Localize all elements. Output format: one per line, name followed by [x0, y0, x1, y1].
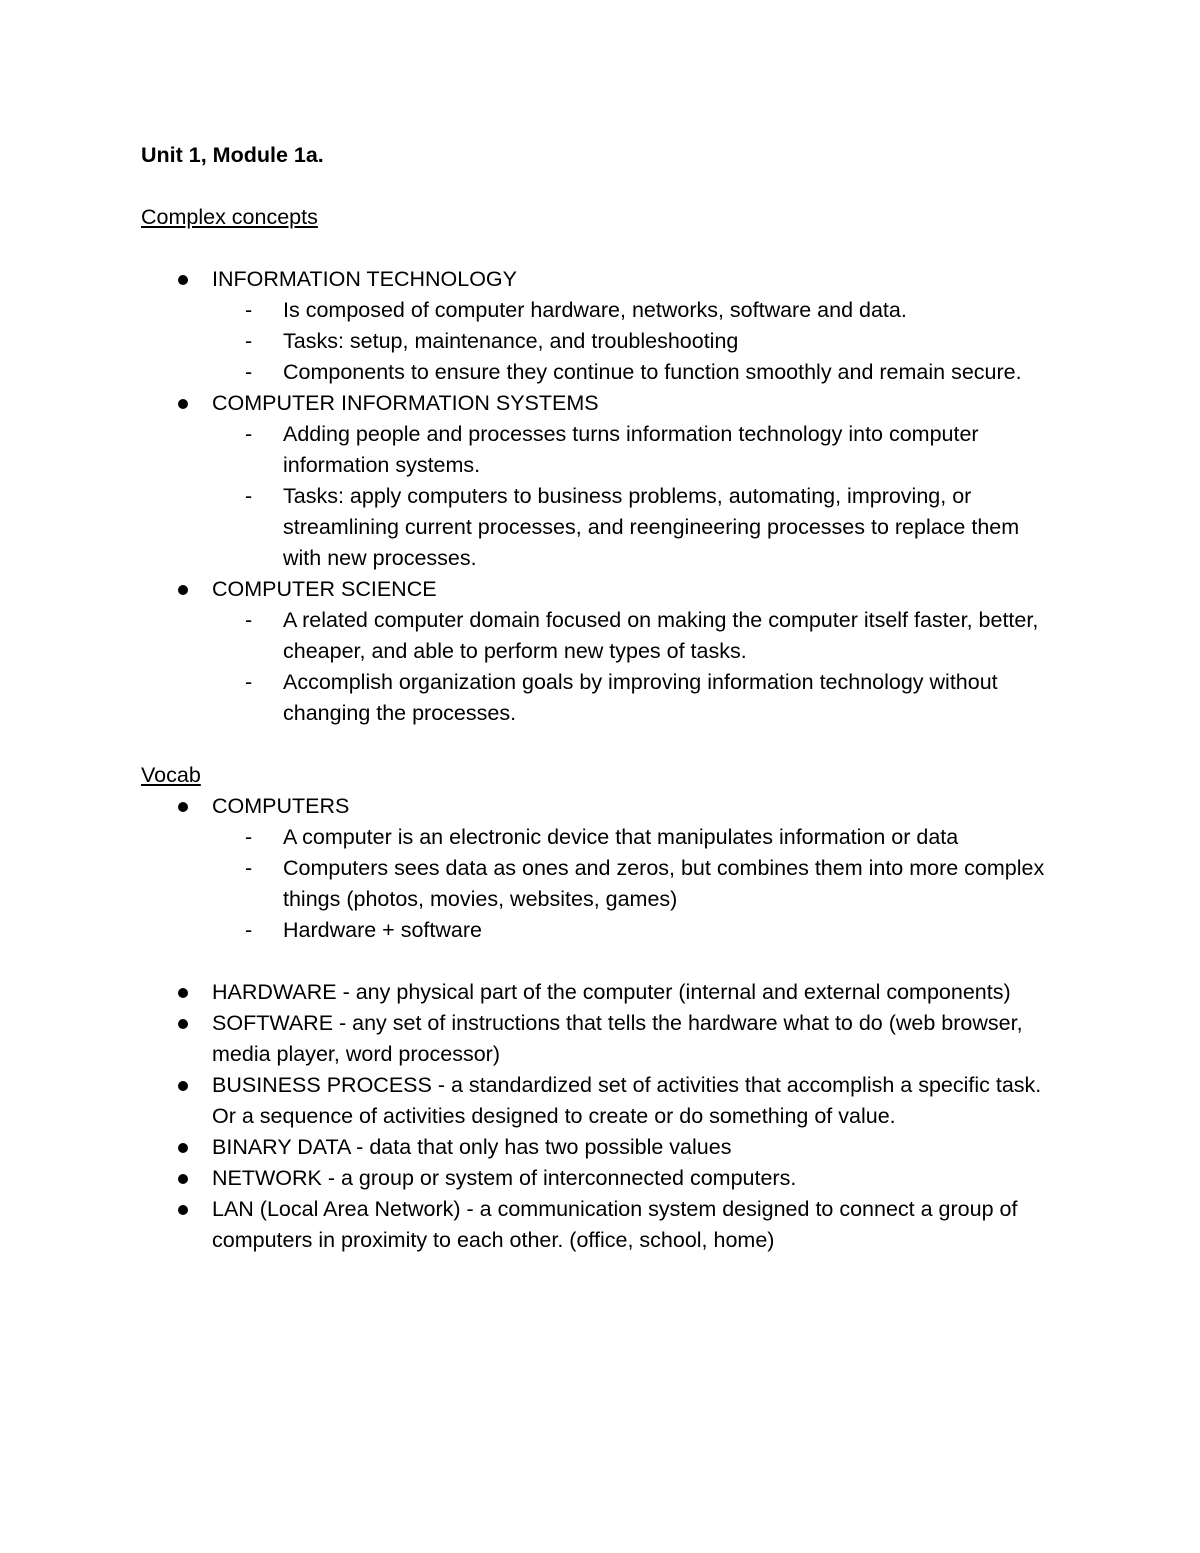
vocab-term: COMPUTERS [212, 794, 350, 818]
vocab-computers-list [141, 791, 1061, 946]
sub-item-text: A related computer domain focused on making the computer itself faster, better, cheaper, and able to perform new types of tasks. [283, 608, 1039, 663]
sub-item-text: Tasks: setup, maintenance, and troubleshooting [283, 329, 739, 353]
concept-item [141, 388, 1061, 574]
sub-item-text: Hardware + software [283, 918, 482, 942]
sub-item [141, 481, 1061, 574]
definition-item [141, 1194, 1061, 1256]
dash-icon: - [245, 329, 253, 353]
vocab-definitions-list [141, 977, 1061, 1256]
vocab-heading: Vocab [141, 763, 201, 787]
definition-item [141, 1070, 1061, 1132]
spacer [141, 946, 1061, 977]
dash-icon: - [245, 360, 253, 384]
bullet-icon [178, 1143, 188, 1153]
dash-icon: - [245, 825, 253, 849]
definition-item [141, 1163, 1061, 1194]
spacer [141, 171, 1061, 202]
vocab-sublist [212, 822, 1061, 946]
concept-item [141, 574, 1061, 729]
concept-sublist [212, 605, 1061, 729]
concept-item [141, 264, 1061, 388]
definition-text: LAN (Local Area Network) - a communication system designed to connect a group of computers in proximity to each other. (office, school, home) [212, 1197, 1018, 1252]
sub-item [141, 853, 1061, 915]
dash-icon: - [245, 918, 253, 942]
dash-icon: - [245, 484, 253, 508]
sub-item [141, 357, 1061, 388]
bullet-icon [178, 585, 188, 595]
definition-item [141, 1132, 1061, 1163]
concept-sublist [212, 295, 1061, 388]
sub-item-text: Is composed of computer hardware, networks, software and data. [283, 298, 907, 322]
document-title: Unit 1, Module 1a. [141, 143, 324, 167]
definition-text: BINARY DATA - data that only has two possible values [212, 1135, 732, 1159]
sub-item [141, 822, 1061, 853]
sub-item-text: Adding people and processes turns information technology into computer information systems. [283, 422, 979, 477]
definition-item [141, 1008, 1061, 1070]
sub-item [141, 295, 1061, 326]
bullet-icon [178, 399, 188, 409]
concept-term: INFORMATION TECHNOLOGY [212, 267, 517, 291]
sub-item [141, 419, 1061, 481]
sub-item [141, 915, 1061, 946]
dash-icon: - [245, 422, 253, 446]
definition-text: SOFTWARE - any set of instructions that tells the hardware what to do (web browser, media player, word processor) [212, 1011, 1023, 1066]
bullet-icon [178, 802, 188, 812]
complex-concepts-list [141, 264, 1061, 729]
bullet-icon [178, 1081, 188, 1091]
concept-term: COMPUTER INFORMATION SYSTEMS [212, 391, 599, 415]
definition-text: NETWORK - a group or system of interconnected computers. [212, 1166, 797, 1190]
sub-item [141, 667, 1061, 729]
sub-item-text: Components to ensure they continue to function smoothly and remain secure. [283, 360, 1022, 384]
bullet-icon [178, 1019, 188, 1029]
sub-item-text: Tasks: apply computers to business problems, automating, improving, or streamlining current processes, and reengineering processes to replace them with new processes. [283, 484, 1020, 570]
bullet-icon [178, 1174, 188, 1184]
bullet-icon [178, 275, 188, 285]
sub-item-text: Computers sees data as ones and zeros, but combines them into more complex things (photos, movies, websites, games) [283, 856, 1045, 911]
vocab-item [141, 791, 1061, 946]
sub-item-text: Accomplish organization goals by improving information technology without changing the processes. [283, 670, 998, 725]
bullet-icon [178, 988, 188, 998]
sub-item [141, 605, 1061, 667]
concept-sublist [212, 419, 1061, 574]
dash-icon: - [245, 856, 253, 880]
document-page [141, 140, 1061, 1256]
dash-icon: - [245, 608, 253, 632]
sub-item [141, 326, 1061, 357]
dash-icon: - [245, 670, 253, 694]
complex-concepts-heading: Complex concepts [141, 205, 318, 229]
spacer [141, 233, 1061, 264]
dash-icon: - [245, 298, 253, 322]
definition-item [141, 977, 1061, 1008]
bullet-icon [178, 1205, 188, 1215]
spacer [141, 729, 1061, 760]
definition-text: BUSINESS PROCESS - a standardized set of activities that accomplish a specific task. Or a sequence of activities designed to create or do something of value. [212, 1073, 1042, 1128]
sub-item-text: A computer is an electronic device that manipulates information or data [283, 825, 959, 849]
concept-term: COMPUTER SCIENCE [212, 577, 437, 601]
definition-text: HARDWARE - any physical part of the computer (internal and external components) [212, 980, 1011, 1004]
